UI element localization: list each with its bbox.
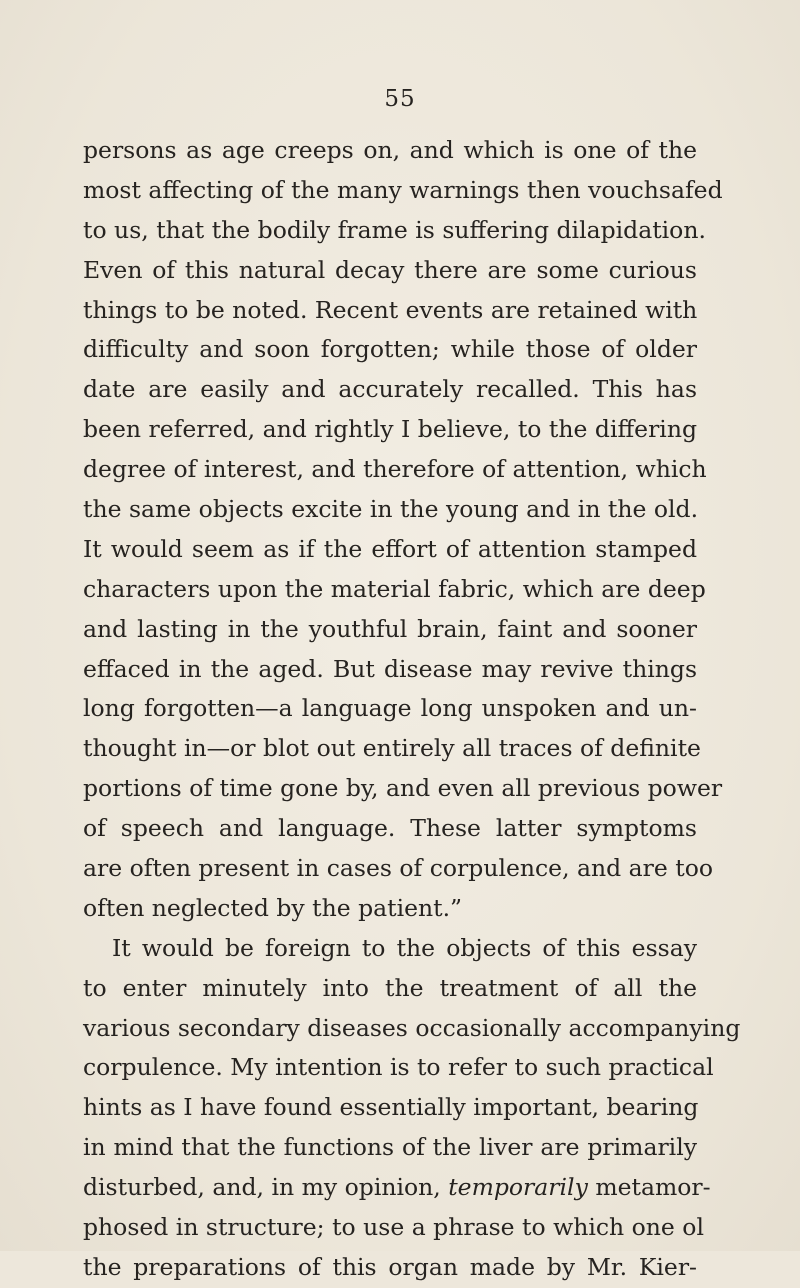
text-line: characters upon the material fabric, which are deep [83, 574, 706, 603]
text-line: the preparations of this organ made by Mr. Kier- [83, 1252, 697, 1281]
text-line: corpulence. My intention is to refer to such practical [83, 1053, 714, 1082]
text-line: to enter minutely into the treatment of all the [83, 973, 697, 1002]
text-line: most affecting of the many warnings then vouchsafed [83, 175, 723, 204]
text-line: Even of this natural decay there are some curious [83, 255, 697, 284]
text-line: to us, that the bodily frame is suffering dilapidation. [83, 215, 706, 244]
text-line: persons as age creeps on, and which is one of the [83, 136, 697, 164]
text-line: portions of time gone by, and even all previous power [83, 774, 723, 803]
text-line: difficulty and soon forgotten; while those of older [83, 335, 697, 364]
text-line: and lasting in the youthful brain, faint and sooner [83, 614, 697, 643]
page-number: 55 [384, 86, 416, 112]
text-line: degree of interest, and therefore of attention, which [83, 455, 707, 484]
text-line: effaced in the aged. But disease may revive things [83, 654, 697, 683]
text-line: phosed in structure; to use a phrase to which one ol [83, 1213, 704, 1242]
text-line: in mind that the functions of the liver are primarily [83, 1133, 697, 1162]
text-line: hints as I have found essentially important, bearing [83, 1093, 699, 1122]
text-line: are often present in cases of corpulence, and are too [83, 854, 714, 883]
text-line: long forgotten—a language long unspoken and un- [83, 694, 697, 723]
italic-word: temporarily [448, 1173, 588, 1202]
text-line: thought in—or blot out entirely all traces of definite [83, 734, 701, 763]
text-line: been referred, and rightly I believe, to the differing [83, 415, 697, 444]
text-line: It would seem as if the effort of attention stamped [83, 534, 697, 563]
text-line: the same objects excite in the young and in the old. [83, 495, 699, 524]
text-line-paragraph-end: often neglected by the patient.” [83, 893, 463, 922]
text-line: date are easily and accurately recalled. This has [83, 375, 697, 404]
text-line: disturbed, and, in my opinion, temporarily metamor- [83, 1173, 711, 1202]
text-line: of speech and language. These latter symptoms [83, 814, 697, 843]
text-line: various secondary diseases occasionally accompanying [83, 1013, 741, 1042]
text-line-paragraph-start: It would be foreign to the objects of this essay [112, 933, 697, 962]
text-line: things to be noted. Recent events are retained with [83, 295, 698, 324]
body-text [83, 131, 741, 1288]
